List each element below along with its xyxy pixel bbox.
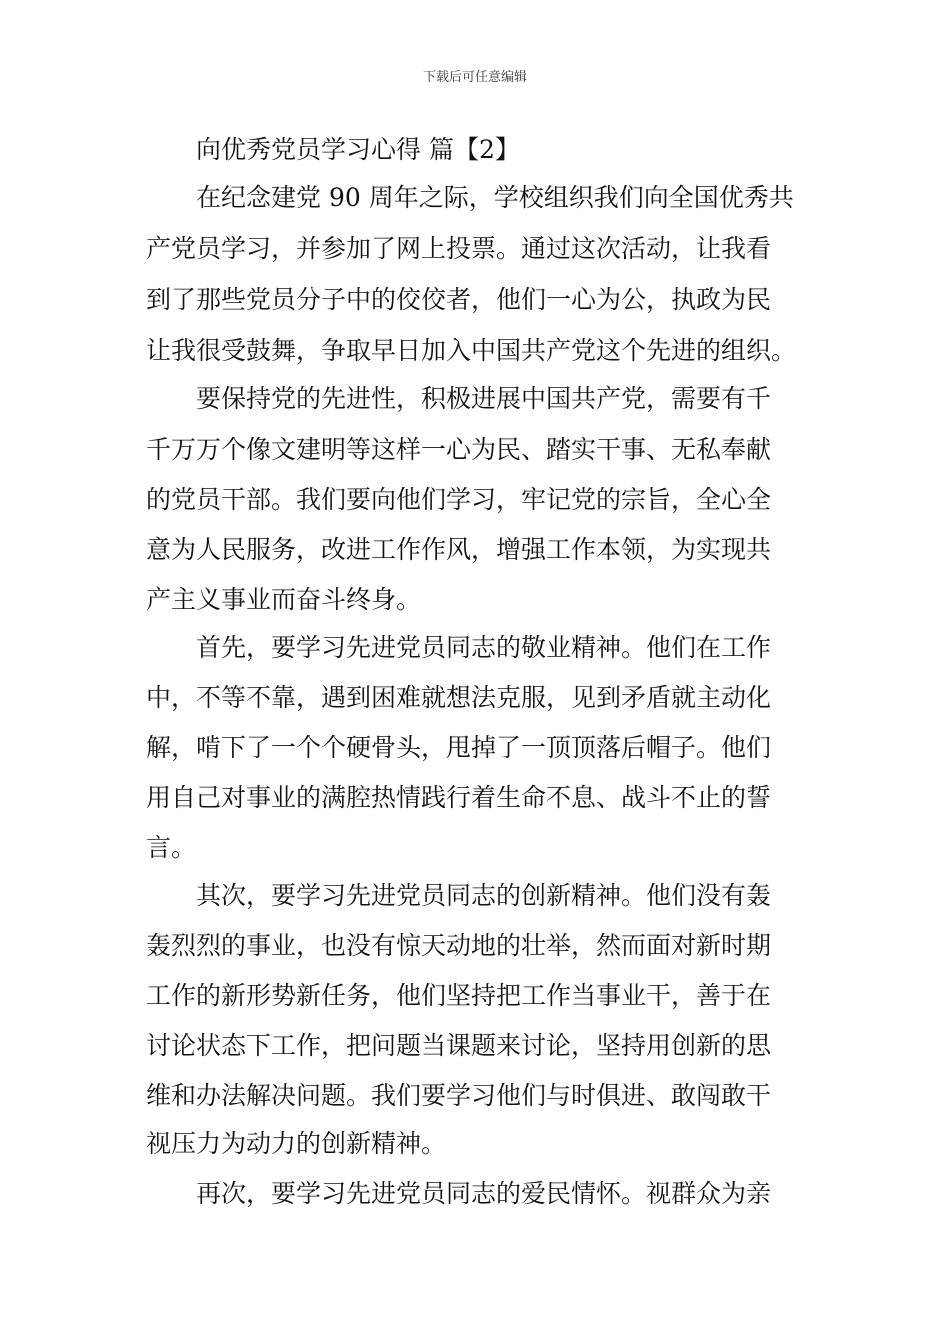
page-header: 下载后可任意编辑 bbox=[422, 70, 527, 85]
paragraph-line: 在纪念建党 90 周年之际，学校组织我们向全国优秀共 bbox=[196, 183, 794, 212]
paragraph-line: 言。 bbox=[146, 833, 197, 862]
paragraph-line: 再次，要学习先进党员同志的爱民情怀。视群众为亲 bbox=[196, 1179, 772, 1208]
paragraph-line: 中，不等不靠，遇到困难就想法克服，见到矛盾就主动化 bbox=[146, 683, 772, 712]
paragraph-line: 用自己对事业的满腔热情践行着生命不息、战斗不止的誓 bbox=[146, 783, 772, 812]
paragraph-line: 其次，要学习先进党员同志的创新精神。他们没有轰 bbox=[196, 881, 772, 910]
paragraph-line: 的党员干部。我们要向他们学习，牢记党的宗旨，全心全 bbox=[146, 485, 772, 514]
paragraph-line: 要保持党的先进性，积极进展中国共产党，需要有千 bbox=[196, 384, 772, 413]
paragraph-line: 产党员学习，并参加了网上投票。通过这次活动，让我看 bbox=[146, 234, 772, 263]
paragraph-line: 视压力为动力的创新精神。 bbox=[146, 1129, 447, 1158]
paragraph-line: 到了那些党员分子中的佼佼者，他们一心为公，执政为民 bbox=[146, 285, 772, 314]
document-title: 向优秀党员学习心得 篇【2】 bbox=[196, 135, 520, 164]
paragraph-line: 让我很受鼓舞，争取早日加入中国共产党这个先进的组织。 bbox=[146, 336, 797, 365]
paragraph-line: 千万万个像文建明等这样一心为民、踏实干事、无私奉献 bbox=[146, 435, 772, 464]
paragraph-line: 维和办法解决问题。我们要学习他们与时俱进、敢闯敢干 bbox=[146, 1081, 772, 1110]
paragraph-line: 解，啃下了一个个硬骨头，甩掉了一顶顶落后帽子。他们 bbox=[146, 733, 772, 762]
paragraph-line: 工作的新形势新任务，他们坚持把工作当事业干，善于在 bbox=[146, 981, 772, 1010]
paragraph-line: 首先，要学习先进党员同志的敬业精神。他们在工作 bbox=[196, 633, 772, 662]
paragraph-line: 轰烈烈的事业，也没有惊天动地的壮举，然而面对新时期 bbox=[146, 931, 772, 960]
paragraph-line: 讨论状态下工作，把问题当课题来讨论，坚持用创新的思 bbox=[146, 1031, 772, 1060]
paragraph-line: 意为人民服务，改进工作作风，增强工作本领，为实现共 bbox=[146, 535, 772, 564]
paragraph-line: 产主义事业而奋斗终身。 bbox=[146, 585, 422, 614]
